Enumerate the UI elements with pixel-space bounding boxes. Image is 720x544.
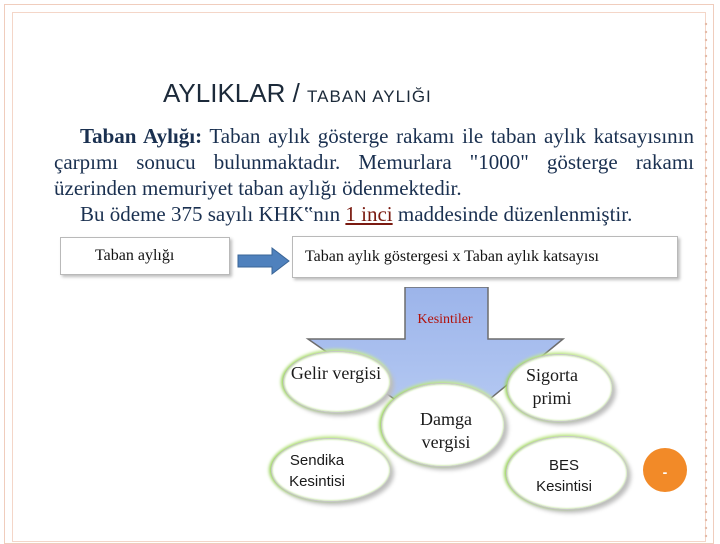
- deduction-sigorta-label: Sigorta primi: [526, 365, 578, 408]
- legal-reference-tail: maddesinde düzenlenmiştir.: [392, 202, 633, 226]
- definition-text: Taban aylık gösterge rakamı ile taban aylık katsayısının çarpımı sonucu bulunmaktadır. Memurlara "1000" gösterge rakamı üzerinden memuriyet taban aylığı ödenmektedir.: [54, 124, 694, 200]
- legal-reference-text: Bu ödeme 375 sayılı KHK‟nın: [80, 202, 346, 226]
- legal-reference: [54, 201, 694, 227]
- article-link[interactable]: 1 inci: [345, 202, 393, 226]
- definition-term: Taban Aylığı:: [80, 124, 203, 148]
- slide-title: [163, 78, 432, 109]
- definition-line: [54, 123, 694, 201]
- page-number-badge: -: [643, 448, 687, 492]
- deduction-sendika-label: Sendika Kesintisi: [289, 452, 345, 490]
- deduction-bes-label: BES Kesintisi: [536, 457, 592, 495]
- definition-paragraph: [54, 123, 694, 227]
- formula-right-box: Taban aylık göstergesi x Taban aylık katsayısı: [292, 236, 678, 278]
- decorative-dot-border: [704, 20, 708, 540]
- right-arrow-icon: [236, 245, 292, 277]
- title-main: AYLIKLAR /: [163, 78, 308, 108]
- deduction-gelir-label: Gelir vergisi: [290, 363, 382, 383]
- deductions-label: Kesintiler: [417, 312, 473, 327]
- formula-left-box: Taban aylığı: [60, 237, 230, 275]
- title-sub: TABAN AYLIĞI: [307, 87, 432, 106]
- deduction-damga-label: Damga vergisi: [420, 409, 472, 452]
